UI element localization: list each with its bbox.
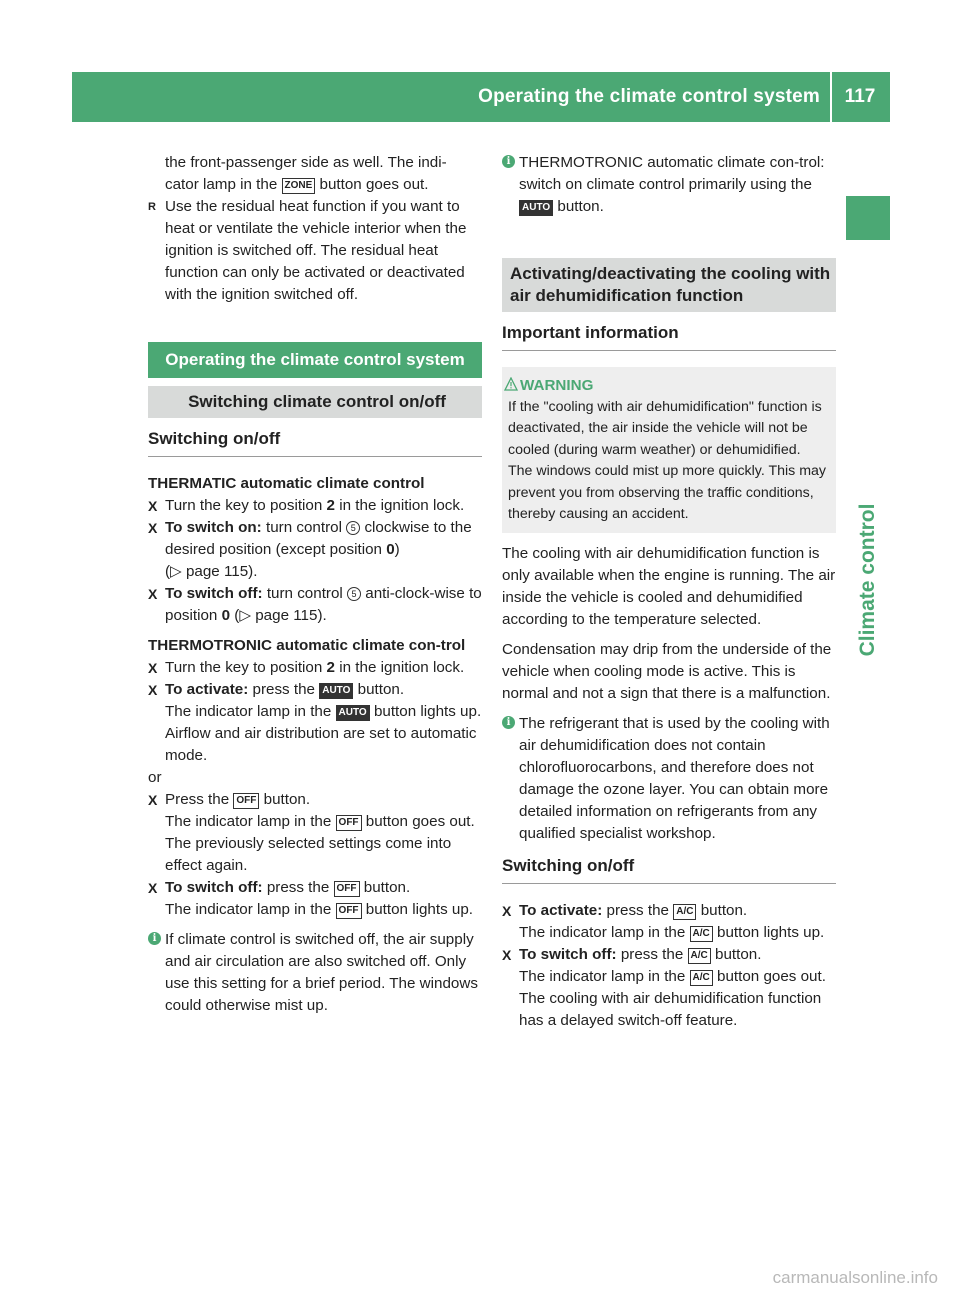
left-column: [148, 152, 482, 1017]
switching-heading-right: Switching on/off: [502, 845, 836, 884]
thermotronic-step-activate: X To activate: press the AUTO button. The indicator lamp in the AUTO button lights up. Airflow and air distribution are set to automatic mode.: [148, 681, 482, 764]
thermatic-step-off: X To switch off: turn control 5 anti-clock-wise to position 0 (▷ page 115).: [148, 585, 482, 624]
or-text: or: [148, 769, 162, 786]
step-arrow-icon: X: [148, 520, 158, 536]
residual-heat-bullet: R Use the residual heat function if you want to heat or ventilate the vehicle interior when the ignition is switched off. The residual heat function can only be activated or deactivated with the ignition switched off.: [148, 196, 482, 306]
ac-key-icon: A/C: [688, 948, 711, 964]
ac-key-icon: A/C: [690, 926, 713, 942]
thermatic-heading: THERMATIC automatic climate control: [148, 475, 425, 492]
info-refrigerant: i The refrigerant that is used by the cooling with air dehumidification does not contain chlorofluorocarbons, and therefore does not damage the ozone layer. You can obtain more detailed information on refrigerants from any qualified specialist workshop.: [502, 713, 836, 845]
condensation-paragraph: Condensation may drip from the underside of the vehicle when cooling mode is active. This is normal and not a sign that there is a malfunction.: [502, 641, 832, 703]
thermotronic-step-switch-off: X To switch off: press the OFF button. The indicator lamp in the OFF button lights up.: [148, 879, 474, 918]
off-key-icon: OFF: [336, 815, 362, 831]
off-key-icon: OFF: [233, 793, 259, 809]
ac-step-off: X To switch off: press the A/C button. The indicator lamp in the A/C button goes out. The cooling with air dehumidification function has a delayed switch-off feature.: [502, 946, 826, 1030]
info-thermotronic: i THERMOTRONIC automatic climate con-trol: switch on climate control primarily using the AUTO button.: [502, 152, 836, 218]
ac-key-icon: A/C: [690, 970, 713, 986]
step-arrow-icon: X: [502, 903, 512, 920]
info-icon: i: [502, 155, 515, 168]
header-divider: [830, 72, 832, 122]
step-arrow-icon: X: [148, 880, 158, 896]
intro-text: the front-passenger side as well. The indi- cator lamp in the ZONE button goes out.: [165, 154, 447, 193]
cooling-paragraph: The cooling with air dehumidification function is only available when the engine is running. The air inside the vehicle is cooled and dehumidified according to the temperature selected.: [502, 545, 836, 629]
page-header: [72, 72, 890, 122]
ac-key-icon: A/C: [673, 904, 696, 920]
off-key-icon: OFF: [334, 881, 360, 897]
warning-box: [502, 367, 836, 533]
ac-step-activate: X To activate: press the A/C button. The indicator lamp in the A/C button lights up.: [502, 902, 825, 942]
warning-title: WARNING: [508, 375, 828, 397]
thermotronic-heading: THERMOTRONIC automatic climate con-trol: [148, 637, 466, 654]
header-title: Operating the climate control system: [478, 86, 820, 107]
step-arrow-icon: X: [148, 792, 158, 808]
watermark: carmanualsonline.info: [772, 1268, 938, 1287]
auto-key-icon: AUTO: [336, 705, 370, 721]
right-column: [502, 152, 836, 1032]
side-tab-marker: [846, 196, 890, 240]
step-arrow-icon: X: [502, 947, 512, 964]
side-tab-label: Climate control: [856, 503, 879, 657]
step-arrow-icon: X: [148, 660, 158, 676]
step-arrow-icon: X: [148, 586, 158, 602]
thermatic-step-on: X To switch on: turn control 5 clockwise to the desired position (except position 0) (▷ page 115).: [148, 519, 472, 580]
control-number-icon: 5: [347, 587, 361, 601]
section-title: Operating the climate control system: [148, 342, 482, 378]
auto-key-icon: AUTO: [519, 200, 553, 216]
thermatic-step-key: X Turn the key to position 2 in the ignition lock.: [148, 495, 482, 517]
step-arrow-icon: X: [148, 682, 158, 698]
info-note: i If climate control is switched off, the air supply and air circulation are also switched off. Only use this setting for a brief period. The windows could otherwise mist up.: [148, 929, 482, 1017]
warning-text: If the "cooling with air dehumidification" function is deactivated, the air inside the vehicle will not be cooled (during warm weather) or dehumidified. The windows could mist up more quickly. This may prevent you from observing the traffic conditions, thereby causing an accident.: [508, 399, 827, 523]
info-icon: i: [502, 716, 515, 729]
cooling-section-title: Activating/deactivating the cooling with air dehumidification function: [502, 258, 836, 312]
thermotronic-step-press-off: X Press the OFF button. The indicator lamp in the OFF button goes out. The previously selected settings come into effect again.: [148, 791, 475, 874]
step-arrow-icon: X: [148, 498, 158, 514]
important-heading: Important information: [502, 312, 836, 351]
page-number: 117: [844, 86, 876, 107]
zone-key-icon: ZONE: [282, 178, 316, 194]
subsection-title: Switching climate control on/off: [148, 386, 482, 418]
info-icon: i: [148, 932, 161, 945]
thermotronic-step-key: X Turn the key to position 2 in the ignition lock.: [148, 657, 482, 679]
off-key-icon: OFF: [336, 903, 362, 919]
control-number-icon: 5: [346, 521, 360, 535]
auto-key-icon: AUTO: [319, 683, 353, 699]
switching-heading: Switching on/off: [148, 418, 482, 457]
warning-icon: [504, 377, 518, 391]
